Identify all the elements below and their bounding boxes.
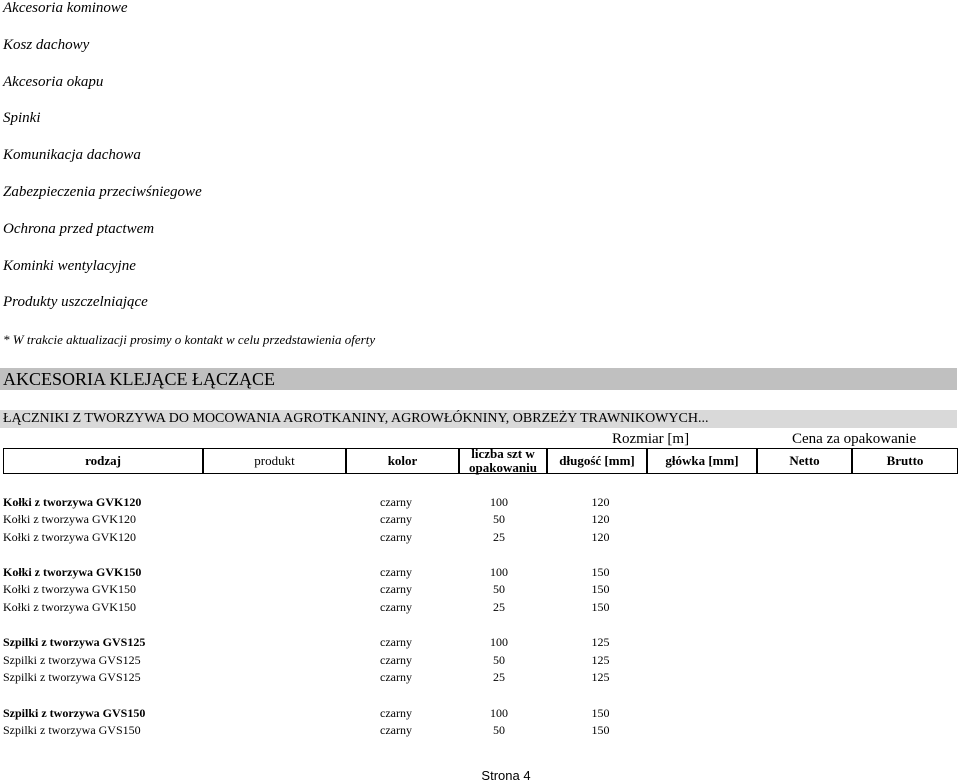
row-color: czarny [380, 495, 412, 509]
category-komunikacja-dachowa: Komunikacja dachowa [3, 147, 141, 163]
category-kominki-wentylacyjne: Kominki wentylacyjne [3, 258, 136, 274]
row-color: czarny [380, 653, 412, 667]
row-qty: 50 [493, 582, 505, 596]
row-product-name: Kołki z tworzywa GVK120 [3, 495, 142, 509]
row-length: 150 [591, 582, 610, 596]
row-color: czarny [380, 670, 412, 684]
row-product-name: Kołki z tworzywa GVK150 [3, 582, 136, 596]
header-rodzaj: rodzaj [3, 448, 203, 474]
row-length: 150 [591, 565, 610, 579]
row-qty: 100 [490, 706, 508, 720]
row-color: czarny [380, 706, 412, 720]
header-brutto: Brutto [852, 448, 958, 474]
row-product-name: Szpilki z tworzywa GVS125 [3, 670, 141, 684]
row-product-name: Kołki z tworzywa GVK150 [3, 600, 136, 614]
row-length: 120 [591, 530, 610, 544]
row-qty: 100 [490, 495, 508, 509]
row-qty: 100 [490, 635, 508, 649]
row-length: 125 [591, 653, 610, 667]
size-group-header: Rozmiar [m] [612, 431, 690, 447]
row-product-name: Kołki z tworzywa GVK120 [3, 512, 136, 526]
row-product-name: Szpilki z tworzywa GVS150 [3, 723, 141, 737]
category-zabezpieczenia: Zabezpieczenia przeciwśniegowe [3, 184, 202, 200]
row-length: 150 [591, 723, 610, 737]
row-qty: 25 [493, 600, 505, 614]
row-qty: 50 [493, 512, 505, 526]
row-qty: 25 [493, 530, 505, 544]
row-color: czarny [380, 635, 412, 649]
row-length: 120 [591, 512, 610, 526]
row-product-name: Szpilki z tworzywa GVS125 [3, 653, 141, 667]
row-qty: 50 [493, 723, 505, 737]
row-color: czarny [380, 723, 412, 737]
header-dlugosc: długość [mm] [547, 448, 647, 474]
row-product-name: Kołki z tworzywa GVK120 [3, 530, 136, 544]
row-qty: 100 [490, 565, 508, 579]
row-length: 150 [591, 706, 610, 720]
row-length: 120 [591, 495, 610, 509]
row-qty: 50 [493, 653, 505, 667]
category-ochrona-przed-ptactwem: Ochrona przed ptactwem [3, 221, 155, 237]
section-title: AKCESORIA KLEJĄCE ŁĄCZĄCE [0, 368, 957, 390]
subsection-title: ŁĄCZNIKI Z TWORZYWA DO MOCOWANIA AGROTKANINY, AGROWŁÓKNINY, OBRZEŻY TRAWNIKOWYCH... [0, 410, 957, 428]
update-note: * W trakcie aktualizacji prosimy o kontakt w celu przedstawienia oferty [3, 332, 376, 347]
row-color: czarny [380, 530, 412, 544]
category-produkty-uszczelniajace: Produkty uszczelniające [3, 294, 148, 310]
row-qty: 25 [493, 670, 505, 684]
row-length: 125 [591, 635, 610, 649]
header-glowka: główka [mm] [647, 448, 757, 474]
row-color: czarny [380, 582, 412, 596]
category-akcesoria-kominowe: Akcesoria kominowe [3, 0, 128, 16]
header-netto: Netto [757, 448, 852, 474]
row-product-name: Szpilki z tworzywa GVS125 [3, 635, 146, 649]
header-produkt: produkt [203, 448, 346, 474]
row-color: czarny [380, 565, 412, 579]
price-group-header: Cena za opakowanie [792, 431, 917, 447]
row-product-name: Kołki z tworzywa GVK150 [3, 565, 142, 579]
page-number: Strona 4 [481, 768, 531, 783]
row-color: czarny [380, 600, 412, 614]
header-kolor: kolor [346, 448, 459, 474]
header-liczba: liczba szt w opakowaniu [459, 448, 547, 474]
category-akcesoria-okapu: Akcesoria okapu [3, 74, 104, 90]
row-length: 150 [591, 600, 610, 614]
row-color: czarny [380, 512, 412, 526]
row-product-name: Szpilki z tworzywa GVS150 [3, 706, 146, 720]
category-spinki: Spinki [3, 110, 41, 126]
row-length: 125 [591, 670, 610, 684]
category-kosz-dachowy: Kosz dachowy [3, 37, 90, 53]
